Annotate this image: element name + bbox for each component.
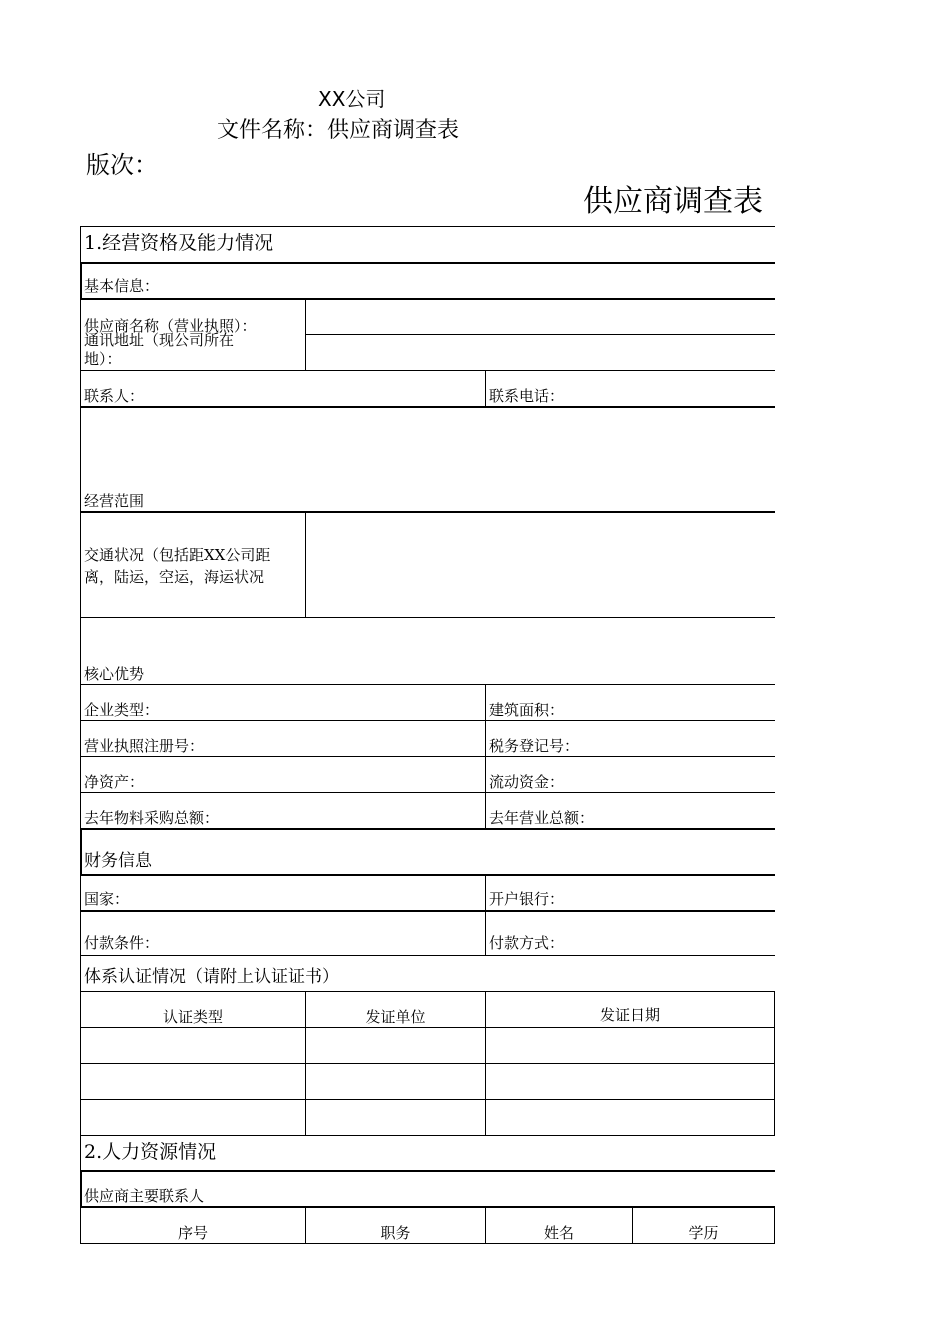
row-line <box>305 334 775 335</box>
row-line <box>80 1170 775 1172</box>
transport-label-line1: 交通状况（包括距XX公司距 <box>84 546 271 564</box>
row-line <box>80 1135 775 1136</box>
row-line <box>80 792 775 793</box>
contacts-col-position: 职务 <box>380 1224 411 1242</box>
col-line <box>485 370 486 406</box>
certification-title: 体系认证情况（请附上认证证书） <box>84 967 339 987</box>
row-line <box>80 874 775 876</box>
contacts-col-education: 学历 <box>688 1224 719 1242</box>
col-line <box>80 226 81 1243</box>
purchase-total-label: 去年物料采购总额： <box>84 809 220 827</box>
basic-info-label: 基本信息： <box>84 277 160 295</box>
core-advantage-label: 核心优势 <box>84 665 145 683</box>
row-line <box>80 262 775 264</box>
file-name: 文件名称：供应商调查表 <box>217 118 460 143</box>
payment-terms-label: 付款条件： <box>84 934 160 952</box>
row-line <box>80 991 775 992</box>
main-contacts-label: 供应商主要联系人 <box>84 1187 205 1205</box>
enterprise-type-label: 企业类型： <box>84 701 160 719</box>
row-line <box>80 684 775 685</box>
row-line <box>80 910 775 912</box>
row-line <box>80 1243 775 1244</box>
bank-label: 开户银行： <box>489 890 565 908</box>
row-line <box>80 298 775 300</box>
contacts-col-index: 序号 <box>177 1224 208 1242</box>
row-line <box>80 617 775 618</box>
row-line <box>80 226 775 227</box>
col-line <box>485 684 486 828</box>
version-label: 版次： <box>86 151 158 179</box>
row-line <box>80 370 775 371</box>
col-line <box>774 1206 775 1243</box>
license-no-label: 营业执照注册号： <box>84 737 205 755</box>
revenue-total-label: 去年营业总额： <box>489 809 595 827</box>
finance-title: 财务信息 <box>84 851 152 871</box>
section2-title: 2.人力资源情况 <box>84 1141 217 1163</box>
contacts-col-name: 姓名 <box>543 1224 574 1242</box>
row-line <box>80 406 775 408</box>
section1-title: 1.经营资格及能力情况 <box>84 232 274 254</box>
row-line <box>80 1027 775 1028</box>
col-line <box>485 874 486 955</box>
cert-col-issuer: 发证单位 <box>365 1008 426 1026</box>
row-line <box>80 511 775 513</box>
row-line <box>80 720 775 721</box>
col-line <box>305 298 306 370</box>
col-line <box>80 828 82 874</box>
contact-label: 联系人： <box>84 387 145 405</box>
form-title: 供应商调查表 <box>583 184 763 219</box>
row-line <box>80 1063 775 1064</box>
col-line <box>80 1170 82 1206</box>
row-line <box>80 955 775 956</box>
row-line <box>80 828 775 830</box>
country-label: 国家： <box>84 890 130 908</box>
row-line <box>80 1206 775 1208</box>
col-line <box>80 262 82 298</box>
transport-label-line2: 离，陆运，空运，海运状况 <box>84 568 265 586</box>
cert-col-date: 发证日期 <box>599 1006 660 1024</box>
tax-no-label: 税务登记号： <box>489 737 580 755</box>
building-area-label: 建筑面积： <box>489 701 565 719</box>
cert-col-type: 认证类型 <box>162 1008 223 1026</box>
net-assets-label: 净资产： <box>84 773 145 791</box>
row-line <box>80 1099 775 1100</box>
address-label-line1: 通讯地址（现公司所在 <box>84 331 235 349</box>
payment-method-label: 付款方式： <box>489 934 565 952</box>
col-line <box>774 991 775 1135</box>
working-capital-label: 流动资金： <box>489 773 565 791</box>
business-scope-label: 经营范围 <box>84 492 145 510</box>
supplier-name-label: 供应商名称（营业执照）： <box>84 317 257 335</box>
phone-label: 联系电话： <box>489 387 565 405</box>
col-line <box>305 511 306 617</box>
address-label-line2: 地）： <box>84 350 122 368</box>
company-name: XX公司 <box>318 87 386 111</box>
row-line <box>80 756 775 757</box>
